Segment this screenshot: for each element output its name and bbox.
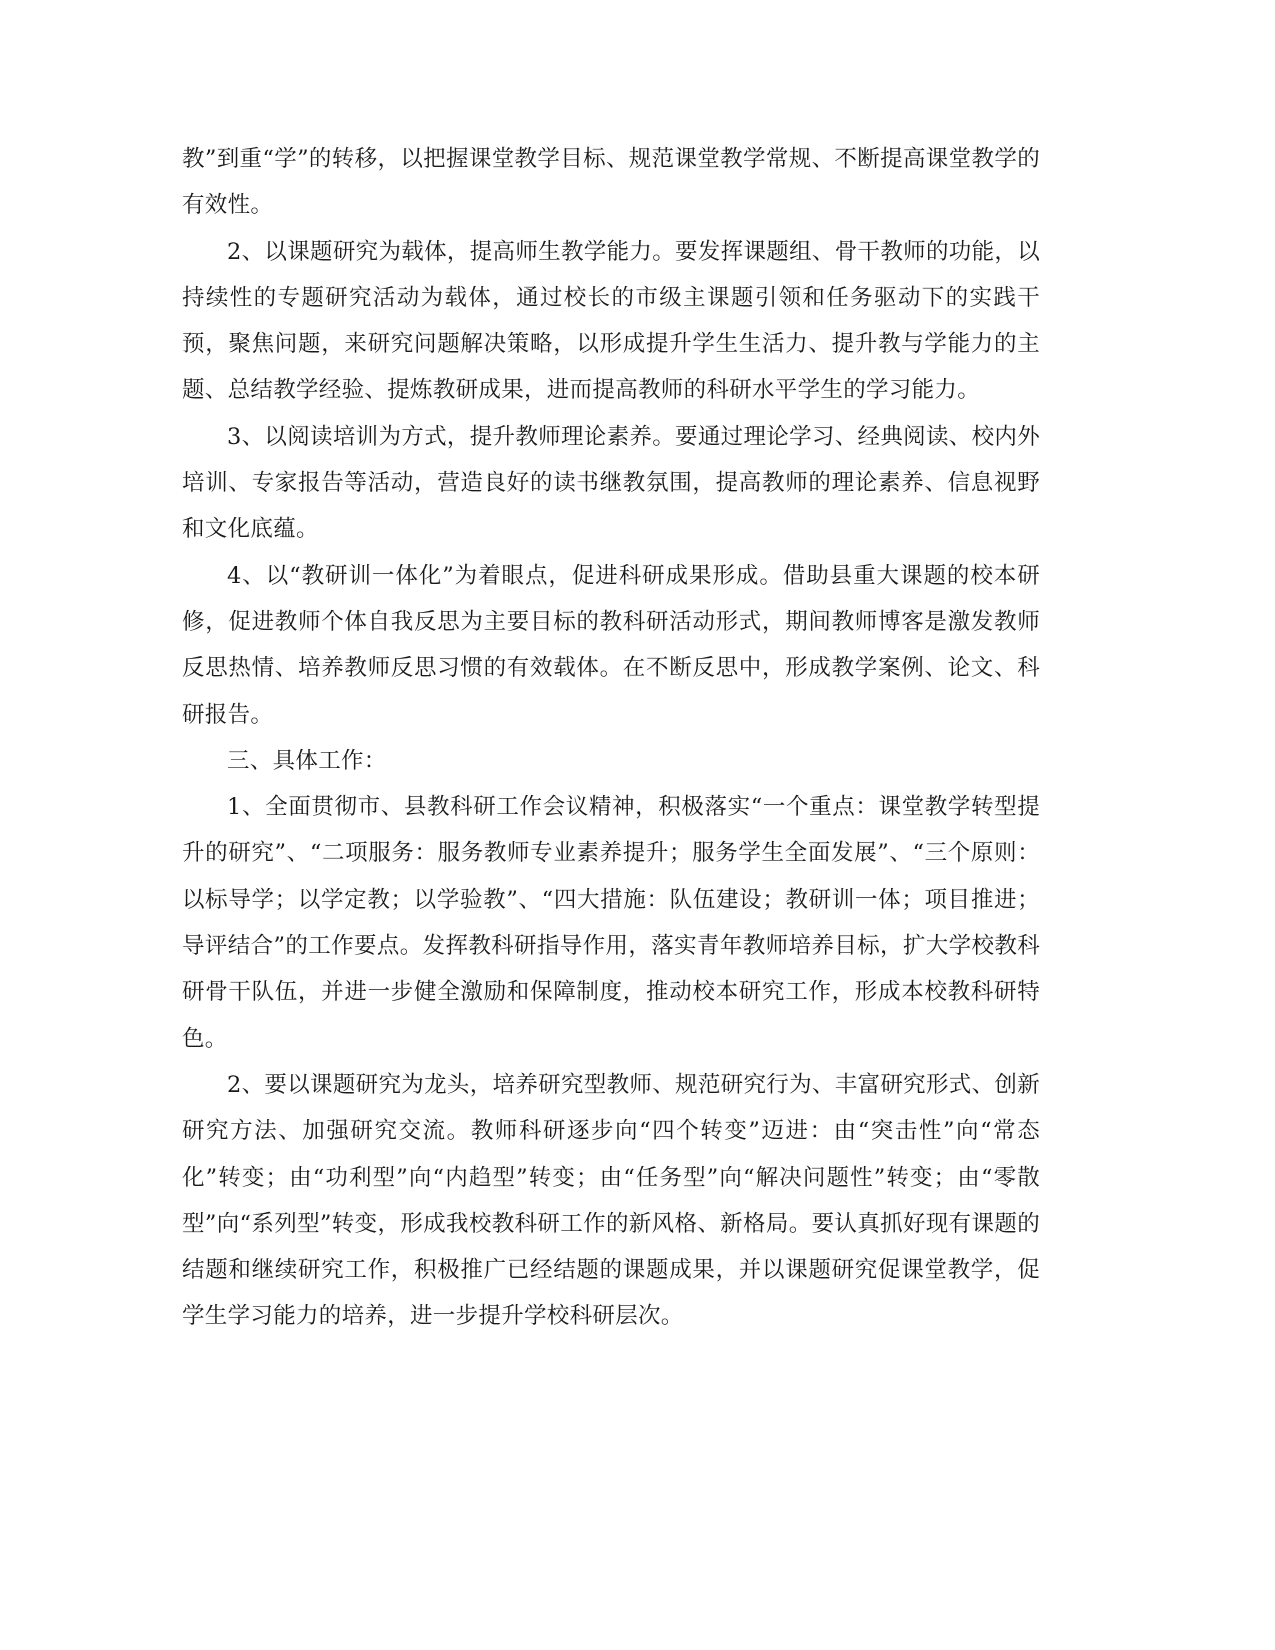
- paragraph-item-2-research-carrier: 2、以课题研究为载体，提高师生教学能力。要发挥课题组、骨干教师的功能，以持续性的专题研究活动为载体，通过校长的市级主课题引领和任务驱动下的实践干预，聚焦问题，来研究问题解决策略，以形成提升学生生活力、提升教与学能力的主题、总结教学经验、提炼教研成果，进而提高教师的科研水平学生的学习能力。: [182, 238, 1040, 404]
- paragraph-work-2: 2、要以课题研究为龙头，培养研究型教师、规范研究行为、丰富研究形式、创新研究方法、加强研究交流。教师科研逐步向“四个转变”迈进：由“突击性”向“常态化”转变；由“功利型”向“内趋型”转变；由“任务型”向“解决问题性”转变；由“零散型”向“系列型”转变，形成我校教科研工作的新风格、新格局。要认真抓好现有课题的结题和继续研究工作，积极推广已经结题的课题成果，并以课题研究促课堂教学，促学生学习能力的培养，进一步提升学校科研层次。: [182, 1071, 1040, 1330]
- paragraph-item-4-teaching-research: 4、以“教研训一体化”为着眼点，促进科研成果形成。借助县重大课题的校本研修，促进教师个体自我反思为主要目标的教科研活动形式，期间教师博客是激发教师反思热情、培养教师反思习惯的有效载体。在不断反思中，形成教学案例、论文、科研报告。: [182, 562, 1040, 728]
- section-heading-specific-work: 三、具体工作：: [227, 747, 387, 774]
- paragraph-continuation: 教”到重“学”的转移，以把握课堂教学目标、规范课堂教学常规、不断提高课堂教学的有效性。: [182, 146, 1040, 219]
- document-body: [182, 136, 1040, 1340]
- paragraph-item-3-reading-training: 3、以阅读培训为方式，提升教师理论素养。要通过理论学习、经典阅读、校内外培训、专家报告等活动，营造良好的读书继教氛围，提高教师的理论素养、信息视野和文化底蕴。: [182, 423, 1040, 543]
- paragraph-work-1: 1、全面贯彻市、县教科研工作会议精神，积极落实“一个重点：课堂教学转型提升的研究”、“二项服务：服务教师专业素养提升；服务学生全面发展”、“三个原则：以标导学；以学定教；以学验教”、“四大措施：队伍建设；教研训一体；项目推进；导评结合”的工作要点。发挥教科研指导作用，落实青年教师培养目标，扩大学校教科研骨干队伍，并进一步健全激励和保障制度，推动校本研究工作，形成本校教科研特色。: [182, 794, 1040, 1052]
